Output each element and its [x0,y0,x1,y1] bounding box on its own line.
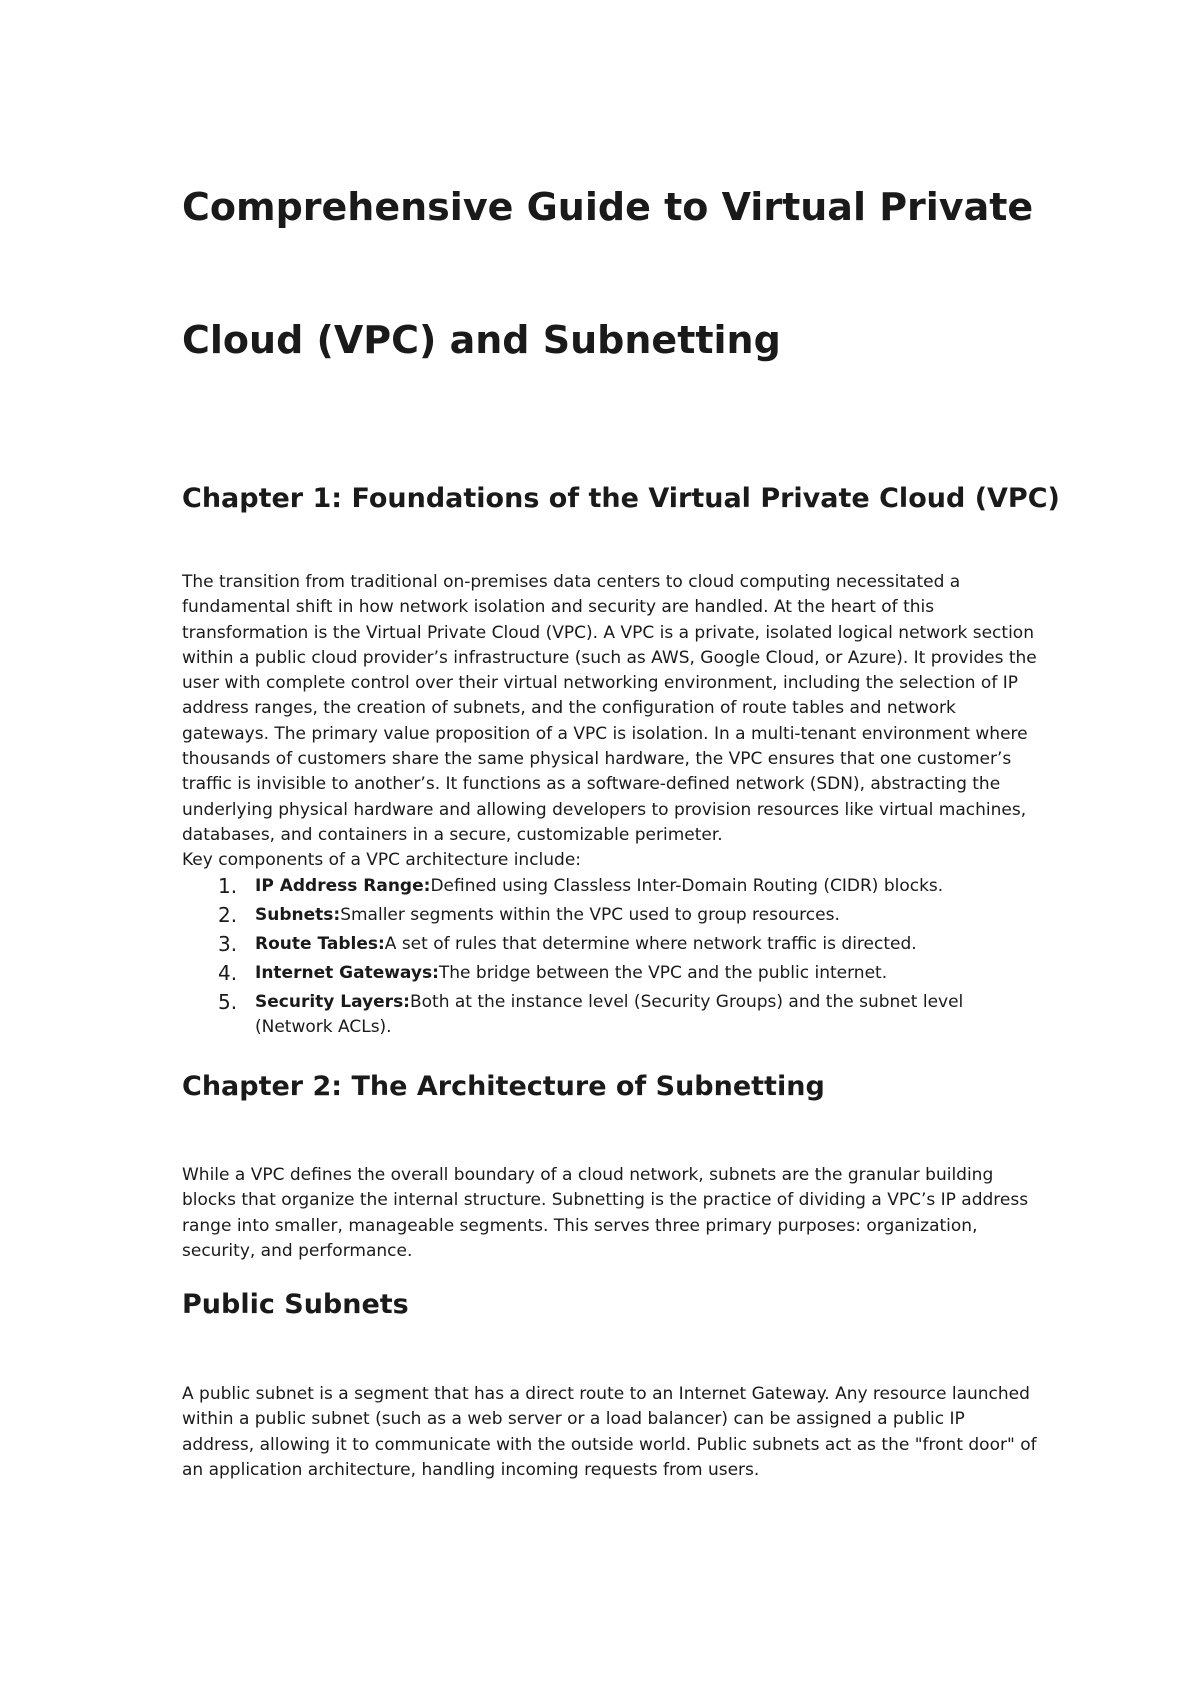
list-item-number: 5. [218,989,238,1014]
list-item-term: IP Address Range: [255,876,431,896]
list-item-text: A set of rules that determine where network traffic is directed. [384,933,917,954]
list-item-text: Both at the instance level (Security Groups) and the subnet level (Network ACLs). [255,991,964,1038]
vpc-components-list [182,874,1042,1044]
list-item-number: 2. [218,902,238,927]
list-item [182,903,1042,928]
list-item [182,961,1042,986]
list-item-text: Smaller segments within the VPC used to group resources. [340,904,840,925]
list-item-number: 3. [218,931,238,956]
chapter-2-heading: Chapter 2: The Architecture of Subnetting [182,1071,825,1102]
chapter-1-paragraph: The transition from traditional on-premises data centers to cloud computing necessitated a fundamental shift in how network isolation and security are handled. At the heart of this transformation is the Virtual Private Cloud (VPC). A VPC is a private, isolated logical network section within a public cloud provider’s infrastructure (such as AWS, Google Cloud, or Azure). It provides the user with complete control over their virtual networking environment, including the selection of IP address ranges, the creation of subnets, and the configuration of route tables and network gateways. The primary value proposition of a VPC is isolation. In a multi-tenant environment where thousands of customers share the same physical hardware, the VPC ensures that one customer’s traffic is invisible to another’s. It functions as a software-defined network (SDN), abstracting the underlying physical hardware and allowing developers to provision resources like virtual machines, databases, and containers in a secure, customizable perimeter. [182,572,1037,845]
list-item-number: 1. [218,874,238,898]
list-item [182,932,1042,957]
list-item [182,990,1042,1041]
list-intro: Key components of a VPC architecture include: [182,850,582,871]
list-item-term: Security Layers: [255,991,410,1012]
document-title-line-2: Cloud (VPC) and Subnetting [182,318,781,362]
chapter-1-heading: Chapter 1: Foundations of the Virtual Private Cloud (VPC) [182,483,1060,514]
public-subnets-paragraph: A public subnet is a segment that has a direct route to an Internet Gateway. Any resource launched within a public subnet (such as a web server or a load balancer) can be assigned a public IP address, allowing it to communicate with the outside world. Public subnets act as the "front door" of an application architecture, handling incoming requests from users. [182,1384,1037,1480]
chapter-2-paragraph: While a VPC defines the overall boundary of a cloud network, subnets are the granular building blocks that organize the internal structure. Subnetting is the practice of dividing a VPC’s IP address range into smaller, manageable segments. This serves three primary purposes: organization, security, and performance. [182,1165,1029,1261]
list-item-term: Route Tables: [255,933,385,954]
list-item-text: Defined using Classless Inter-Domain Routing (CIDR) blocks. [430,876,944,896]
list-item-number: 4. [218,960,238,985]
chapter-1-body [182,570,1042,874]
list-item-text: The bridge between the VPC and the public internet. [438,962,888,983]
document-title-line-1: Comprehensive Guide to Virtual Private [182,185,1034,229]
public-subnets-heading: Public Subnets [182,1289,409,1320]
list-item-term: Subnets: [255,904,341,925]
list-item-term: Internet Gateways: [255,962,439,983]
list-item [182,874,1042,899]
